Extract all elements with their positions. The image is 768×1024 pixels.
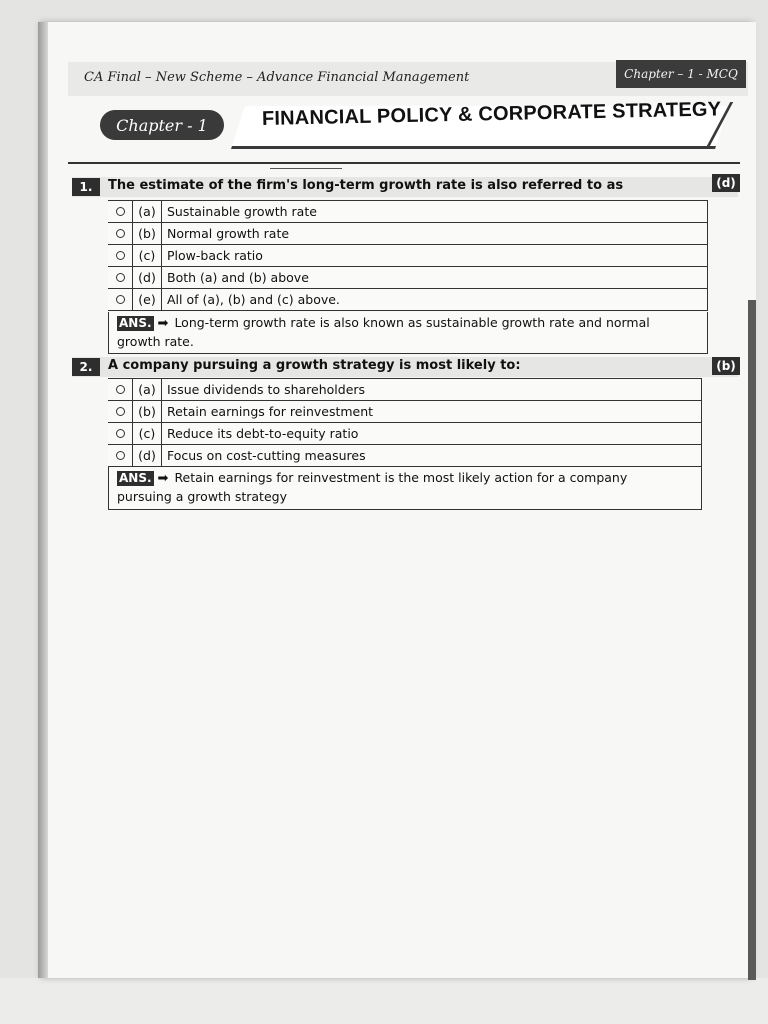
answer-badge: (b) <box>712 357 740 375</box>
explanation-line: Long-term growth rate is also known as sustainable growth rate and normal <box>174 315 650 330</box>
radio-button[interactable] <box>108 245 133 267</box>
radio-button[interactable] <box>108 289 133 311</box>
chapter-tag: Chapter – 1 - MCQ <box>616 60 746 88</box>
radio-button[interactable] <box>108 379 133 401</box>
option-letter: (a) <box>133 379 162 401</box>
option-text: Normal growth rate <box>162 223 708 245</box>
answer-explanation <box>108 467 702 510</box>
radio-circle-icon <box>116 251 125 260</box>
option-row[interactable] <box>108 445 702 467</box>
radio-circle-icon <box>116 385 125 394</box>
chapter-pill: Chapter - 1 <box>100 110 224 140</box>
radio-button[interactable] <box>108 445 133 467</box>
arrow-right-icon: ➡ <box>157 316 169 331</box>
option-row[interactable] <box>108 267 708 289</box>
option-letter: (c) <box>133 423 162 445</box>
option-letter: (e) <box>133 289 162 311</box>
ans-label: ANS. <box>119 316 152 330</box>
option-letter: (b) <box>133 401 162 423</box>
radio-button[interactable] <box>108 401 133 423</box>
ans-label: ANS. <box>119 471 152 485</box>
option-letter: (b) <box>133 223 162 245</box>
divider-rule <box>68 162 740 164</box>
option-text: Focus on cost-cutting measures <box>162 445 702 467</box>
option-row[interactable] <box>108 201 708 223</box>
option-row[interactable] <box>108 289 708 311</box>
question-number: 1. <box>72 178 100 196</box>
option-letter: (a) <box>133 201 162 223</box>
page-edge <box>748 300 756 980</box>
options-table <box>108 200 708 311</box>
arrow-right-icon: ➡ <box>157 471 169 486</box>
radio-circle-icon <box>116 429 125 438</box>
option-text: Both (a) and (b) above <box>162 267 708 289</box>
radio-button[interactable] <box>108 423 133 445</box>
option-text: Reduce its debt-to-equity ratio <box>162 423 702 445</box>
question-text: A company pursuing a growth strategy is most likely to: <box>108 358 521 373</box>
answer-badge: (d) <box>712 174 740 192</box>
option-text: Retain earnings for reinvestment <box>162 401 702 423</box>
answer-explanation <box>108 312 708 354</box>
option-letter: (d) <box>133 445 162 467</box>
radio-circle-icon <box>116 295 125 304</box>
option-text: All of (a), (b) and (c) above. <box>162 289 708 311</box>
radio-circle-icon <box>116 207 125 216</box>
radio-circle-icon <box>116 451 125 460</box>
question-text: The estimate of the firm's long-term growth rate is also referred to as <box>108 178 624 193</box>
option-letter: (d) <box>133 267 162 289</box>
chapter-title: FINANCIAL POLICY & CORPORATE STRATEGY <box>261 98 722 130</box>
radio-button[interactable] <box>108 267 133 289</box>
running-head: CA Final – New Scheme – Advance Financial Management <box>84 70 470 85</box>
option-text: Issue dividends to shareholders <box>162 379 702 401</box>
book-spine <box>38 22 48 978</box>
radio-button[interactable] <box>108 201 133 223</box>
explanation-line: growth rate. <box>117 334 194 349</box>
option-text: Sustainable growth rate <box>162 201 708 223</box>
question-number: 2. <box>72 358 100 376</box>
option-letter: (c) <box>133 245 162 267</box>
divider-rule-short <box>270 168 342 169</box>
explanation-line: pursuing a growth strategy <box>117 489 287 504</box>
radio-button[interactable] <box>108 223 133 245</box>
background-surface <box>0 978 768 1024</box>
option-row[interactable] <box>108 423 702 445</box>
explanation-line: Retain earnings for reinvestment is the most likely action for a company <box>174 470 628 485</box>
option-row[interactable] <box>108 245 708 267</box>
radio-circle-icon <box>116 407 125 416</box>
options-table <box>108 378 702 467</box>
radio-circle-icon <box>116 273 125 282</box>
radio-circle-icon <box>116 229 125 238</box>
option-text: Plow-back ratio <box>162 245 708 267</box>
option-row[interactable] <box>108 379 702 401</box>
option-row[interactable] <box>108 401 702 423</box>
option-row[interactable] <box>108 223 708 245</box>
